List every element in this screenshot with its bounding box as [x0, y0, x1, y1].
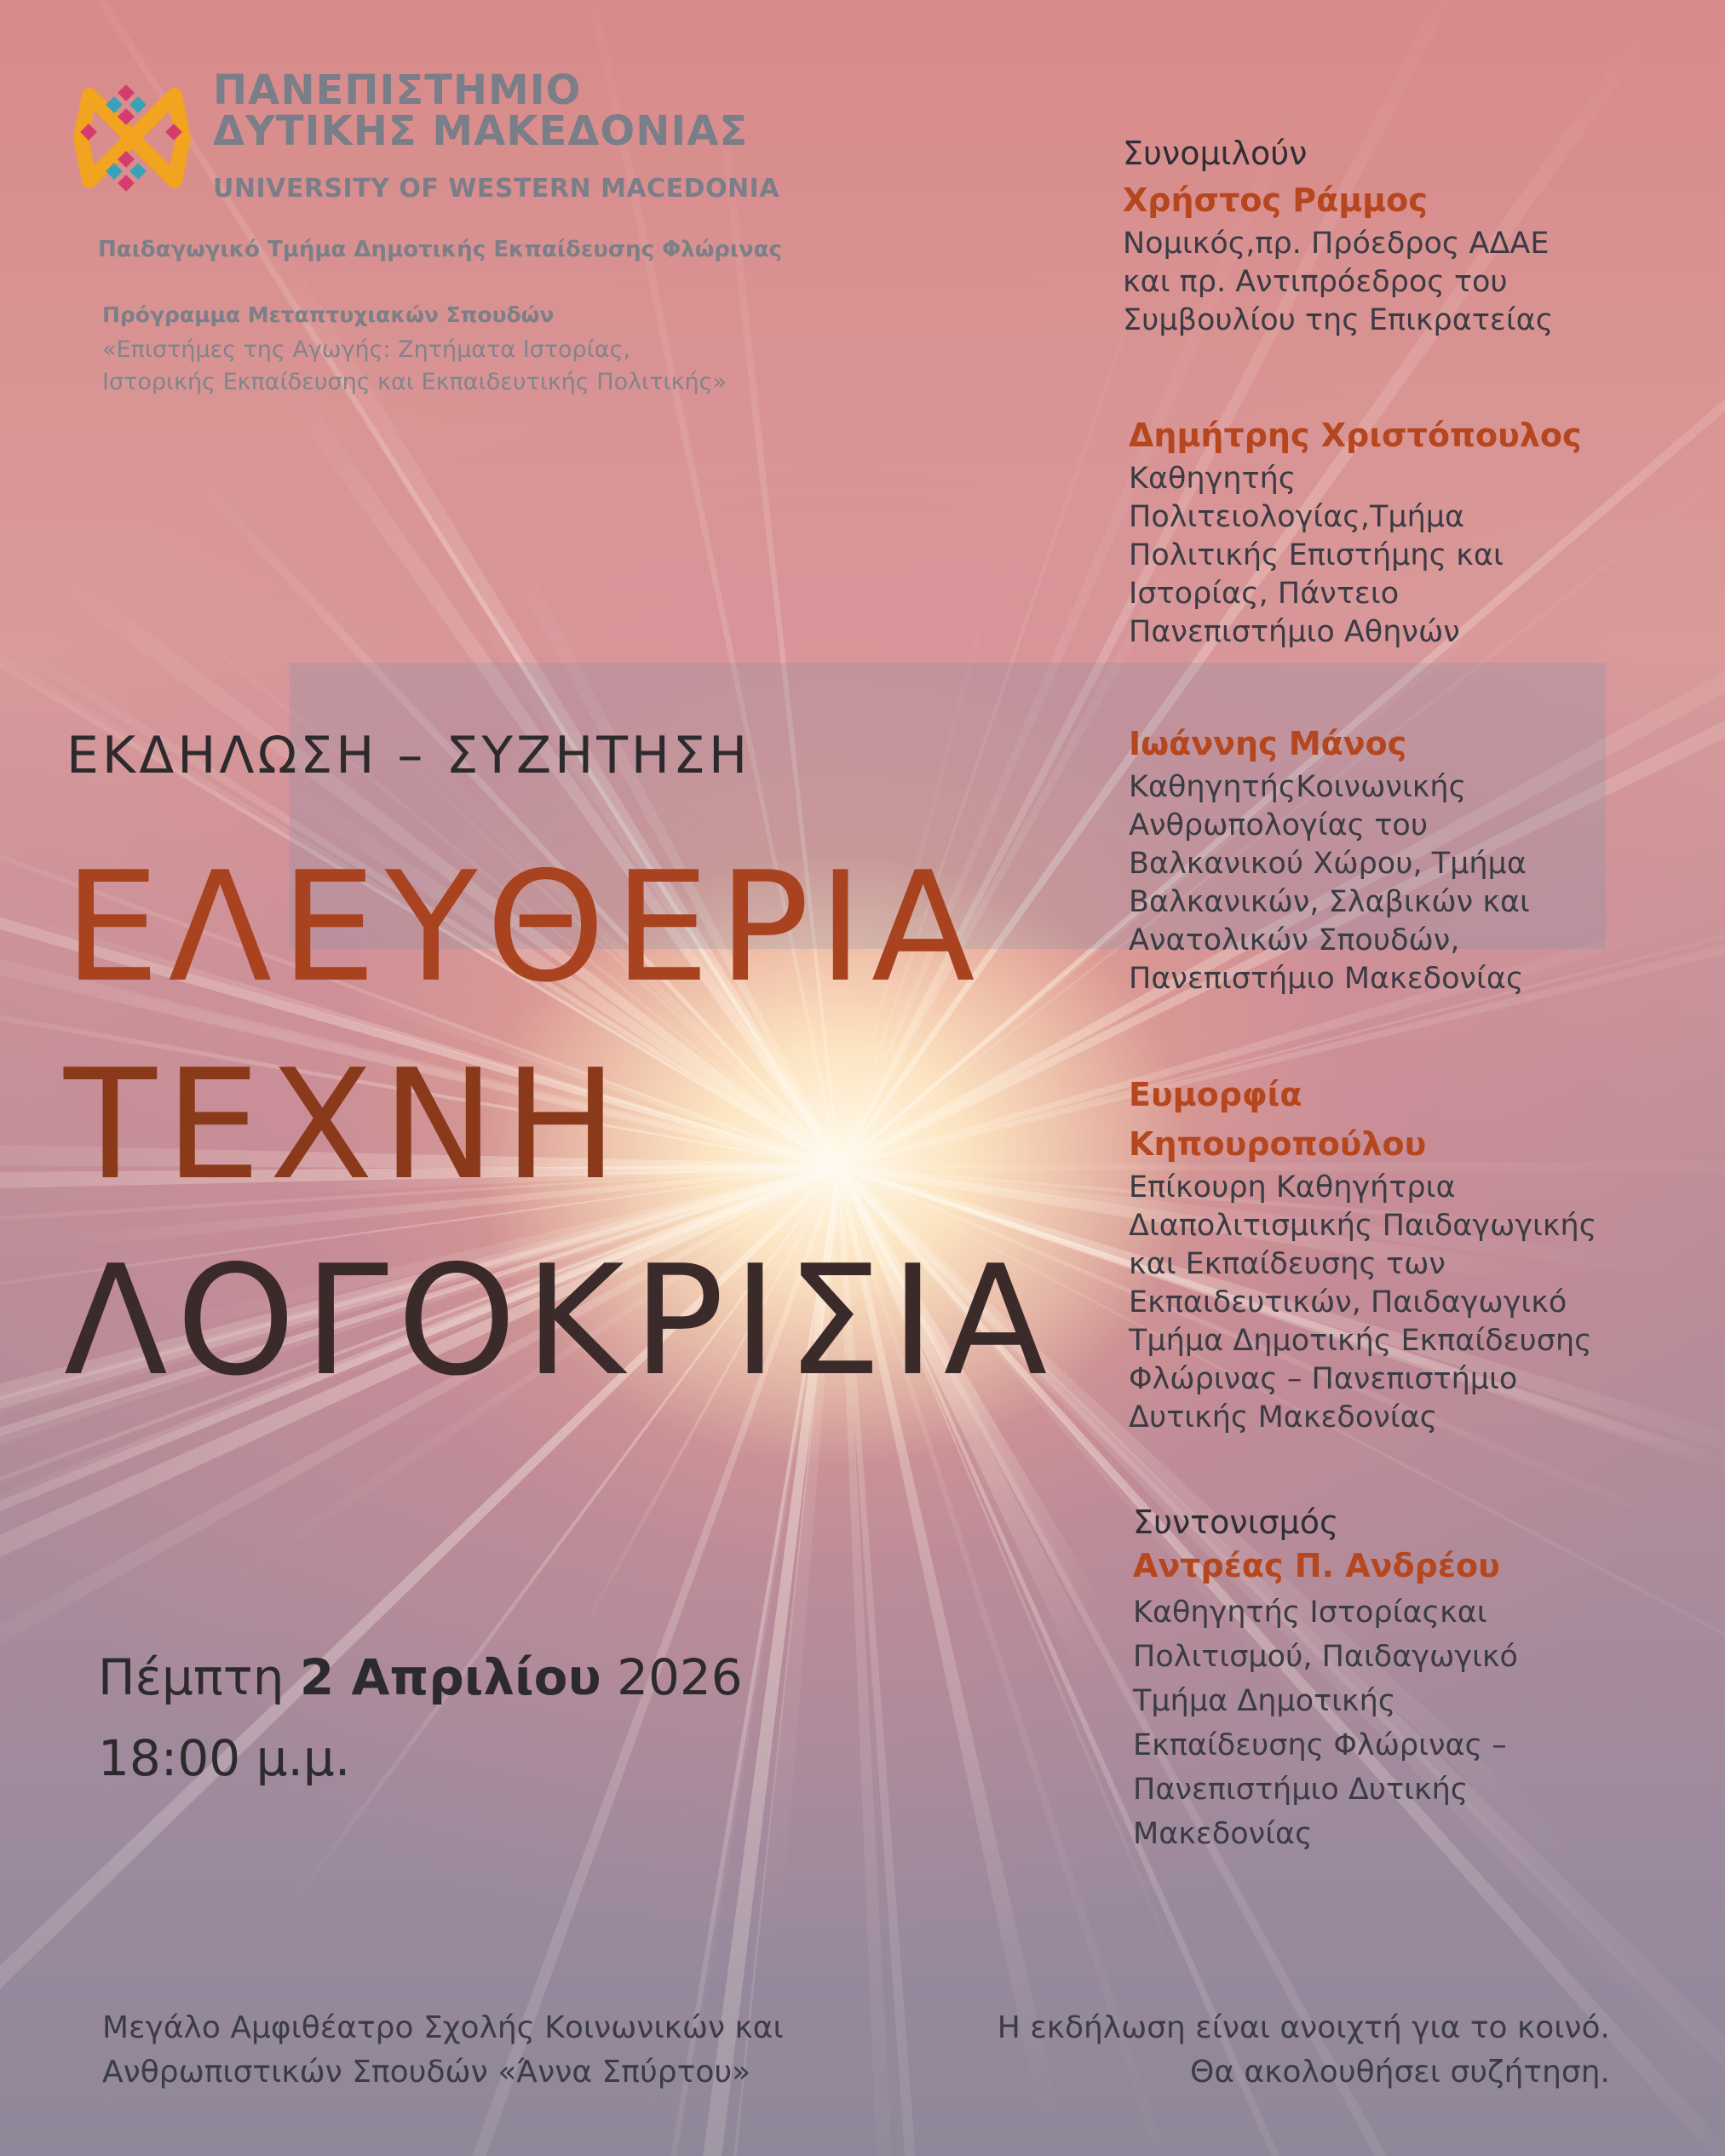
venue-line2: Ανθρωπιστικών Σπουδών «Άννα Σπύρτου» [102, 2055, 751, 2090]
speaker-desc-line: Ανατολικών Σπουδών, [1129, 923, 1460, 957]
date-day-month: 2 Απριλίου [299, 1648, 601, 1706]
university-logo-icon [64, 70, 200, 206]
moderator-desc-line: Τμήμα Δημοτικής [1133, 1684, 1396, 1718]
moderator-desc-line: Πολιτισμού, Παιδαγωγικό [1133, 1640, 1518, 1674]
speaker-block-4 [1129, 1070, 1657, 1437]
speaker-name: Δημήτρης Χριστόπουλος [1129, 417, 1582, 454]
moderator-desc-line: Πανεπιστήμιο Δυτικής [1133, 1773, 1469, 1807]
university-name-english: UNIVERSITY OF WESTERN MACEDONIA [213, 174, 780, 204]
public-notice [998, 2006, 1610, 2095]
speaker-desc-line: Βαλκανικού Χώρου, Τμήμα [1129, 847, 1527, 881]
venue-line1: Μεγάλο Αμφιθέατρο Σχολής Κοινωνικών και [102, 2010, 784, 2045]
moderator-desc-line: Εκπαίδευσης Φλώρινας – [1133, 1728, 1507, 1762]
speaker-desc-line: Βαλκανικών, Σλαβικών και [1129, 885, 1530, 919]
speaker-desc-line: Φλώρινας – Πανεπιστήμιο [1129, 1362, 1518, 1396]
speaker-desc-line: ΚαθηγητήςΚοινωνικής [1129, 770, 1467, 804]
university-name-line2: ΔΥΤΙΚΗΣ ΜΑΚΕΔΟΝΙΑΣ [213, 107, 749, 155]
speakers-heading: Συνομιλούν [1123, 135, 1308, 172]
speaker-desc-line: Καθηγητής [1129, 462, 1297, 496]
speaker-desc-line: και πρ. Αντιπρόεδρος του [1123, 265, 1508, 299]
speaker-name: Ευμορφία [1129, 1076, 1302, 1113]
event-type-label: ΕΚΔΗΛΩΣΗ – ΣΥΖΗΤΗΣΗ [66, 726, 751, 785]
public-notice-line1: Η εκδήλωση είναι ανοιχτή για το κοινό. [997, 2010, 1610, 2045]
date-weekday: Πέμπτη [98, 1648, 300, 1706]
date-year: 2026 [601, 1648, 743, 1706]
speaker-desc-line: Ανθρωπολογίας του [1129, 808, 1429, 842]
event-date [98, 1648, 743, 1706]
event-title-line3: ΛΟΓΟΚΡΙΣΙΑ [64, 1233, 1056, 1409]
speaker-desc-line: Πανεπιστήμιο Μακεδονίας [1129, 962, 1524, 996]
speaker-desc-line: Εκπαιδευτικών, Παιδαγωγικό [1129, 1285, 1567, 1319]
speaker-desc-line: Ιστορίας, Πάντειο [1129, 577, 1400, 611]
speaker-desc-line: Επίκουρη Καθηγήτρια [1129, 1170, 1456, 1204]
moderator-desc-line: Μακεδονίας [1133, 1817, 1313, 1851]
speaker-block-1 [1123, 135, 1651, 340]
speaker-desc-line: Διαπολιτισμικής Παιδαγωγικής [1129, 1209, 1597, 1243]
university-name-line1: ΠΑΝΕΠΙΣΤΗΜΙΟ [213, 66, 582, 114]
speaker-desc-line: Πολιτικής Επιστήμης και [1129, 538, 1504, 572]
speaker-desc-line: Τμήμα Δημοτικής Εκπαίδευσης [1129, 1324, 1592, 1358]
event-title-line2: ΤΕΧΝΗ [64, 1037, 627, 1213]
department-name: Παιδαγωγικό Τμήμα Δημοτικής Εκπαίδευσης Φλώρινας [98, 237, 783, 262]
venue-info [102, 2006, 784, 2095]
moderator-name: Αντρέας Π. Ανδρέου [1133, 1547, 1500, 1584]
speaker-desc-line: Πολιτειολογίας,Τμήμα [1129, 500, 1465, 534]
event-title-line1: ΕΛΕΥΘΕΡΙΑ [64, 839, 984, 1015]
speaker-desc-line: Δυτικής Μακεδονίας [1129, 1400, 1438, 1434]
speaker-name: Χρήστος Ράμμος [1123, 181, 1428, 219]
speaker-desc-line: Νομικός,πρ. Πρόεδρος ΑΔΑΕ [1123, 227, 1550, 261]
moderator-desc-line: Καθηγητής Ιστορίαςκαι [1133, 1595, 1487, 1630]
program-title: Πρόγραμμα Μεταπτυχιακών Σπουδών [102, 302, 555, 327]
speaker-desc-line: και Εκπαίδευσης των [1129, 1247, 1446, 1281]
speaker-desc-line: Συμβουλίου της Επικρατείας [1123, 303, 1554, 337]
speaker-name: Ιωάννης Μάνος [1129, 725, 1407, 762]
program-name-line2: Ιστορικής Εκπαίδευσης και Εκπαιδευτικής Πολιτικής» [102, 369, 727, 395]
program-name-line1: «Επιστήμες της Αγωγής: Ζητήματα Ιστορίας, [102, 336, 631, 363]
event-time: 18:00 μ.μ. [98, 1729, 351, 1787]
speaker-name: Κηπουροπούλου [1129, 1125, 1427, 1163]
speaker-block-2 [1129, 411, 1657, 652]
speaker-block-3 [1129, 719, 1657, 998]
public-notice-line2: Θα ακολουθήσει συζήτηση. [1190, 2055, 1610, 2090]
moderator-heading: Συντονισμός [1133, 1503, 1339, 1541]
university-name-greek [213, 66, 860, 155]
speaker-desc-line: Πανεπιστήμιο Αθηνών [1129, 615, 1460, 649]
moderator-block [1133, 1503, 1661, 1856]
